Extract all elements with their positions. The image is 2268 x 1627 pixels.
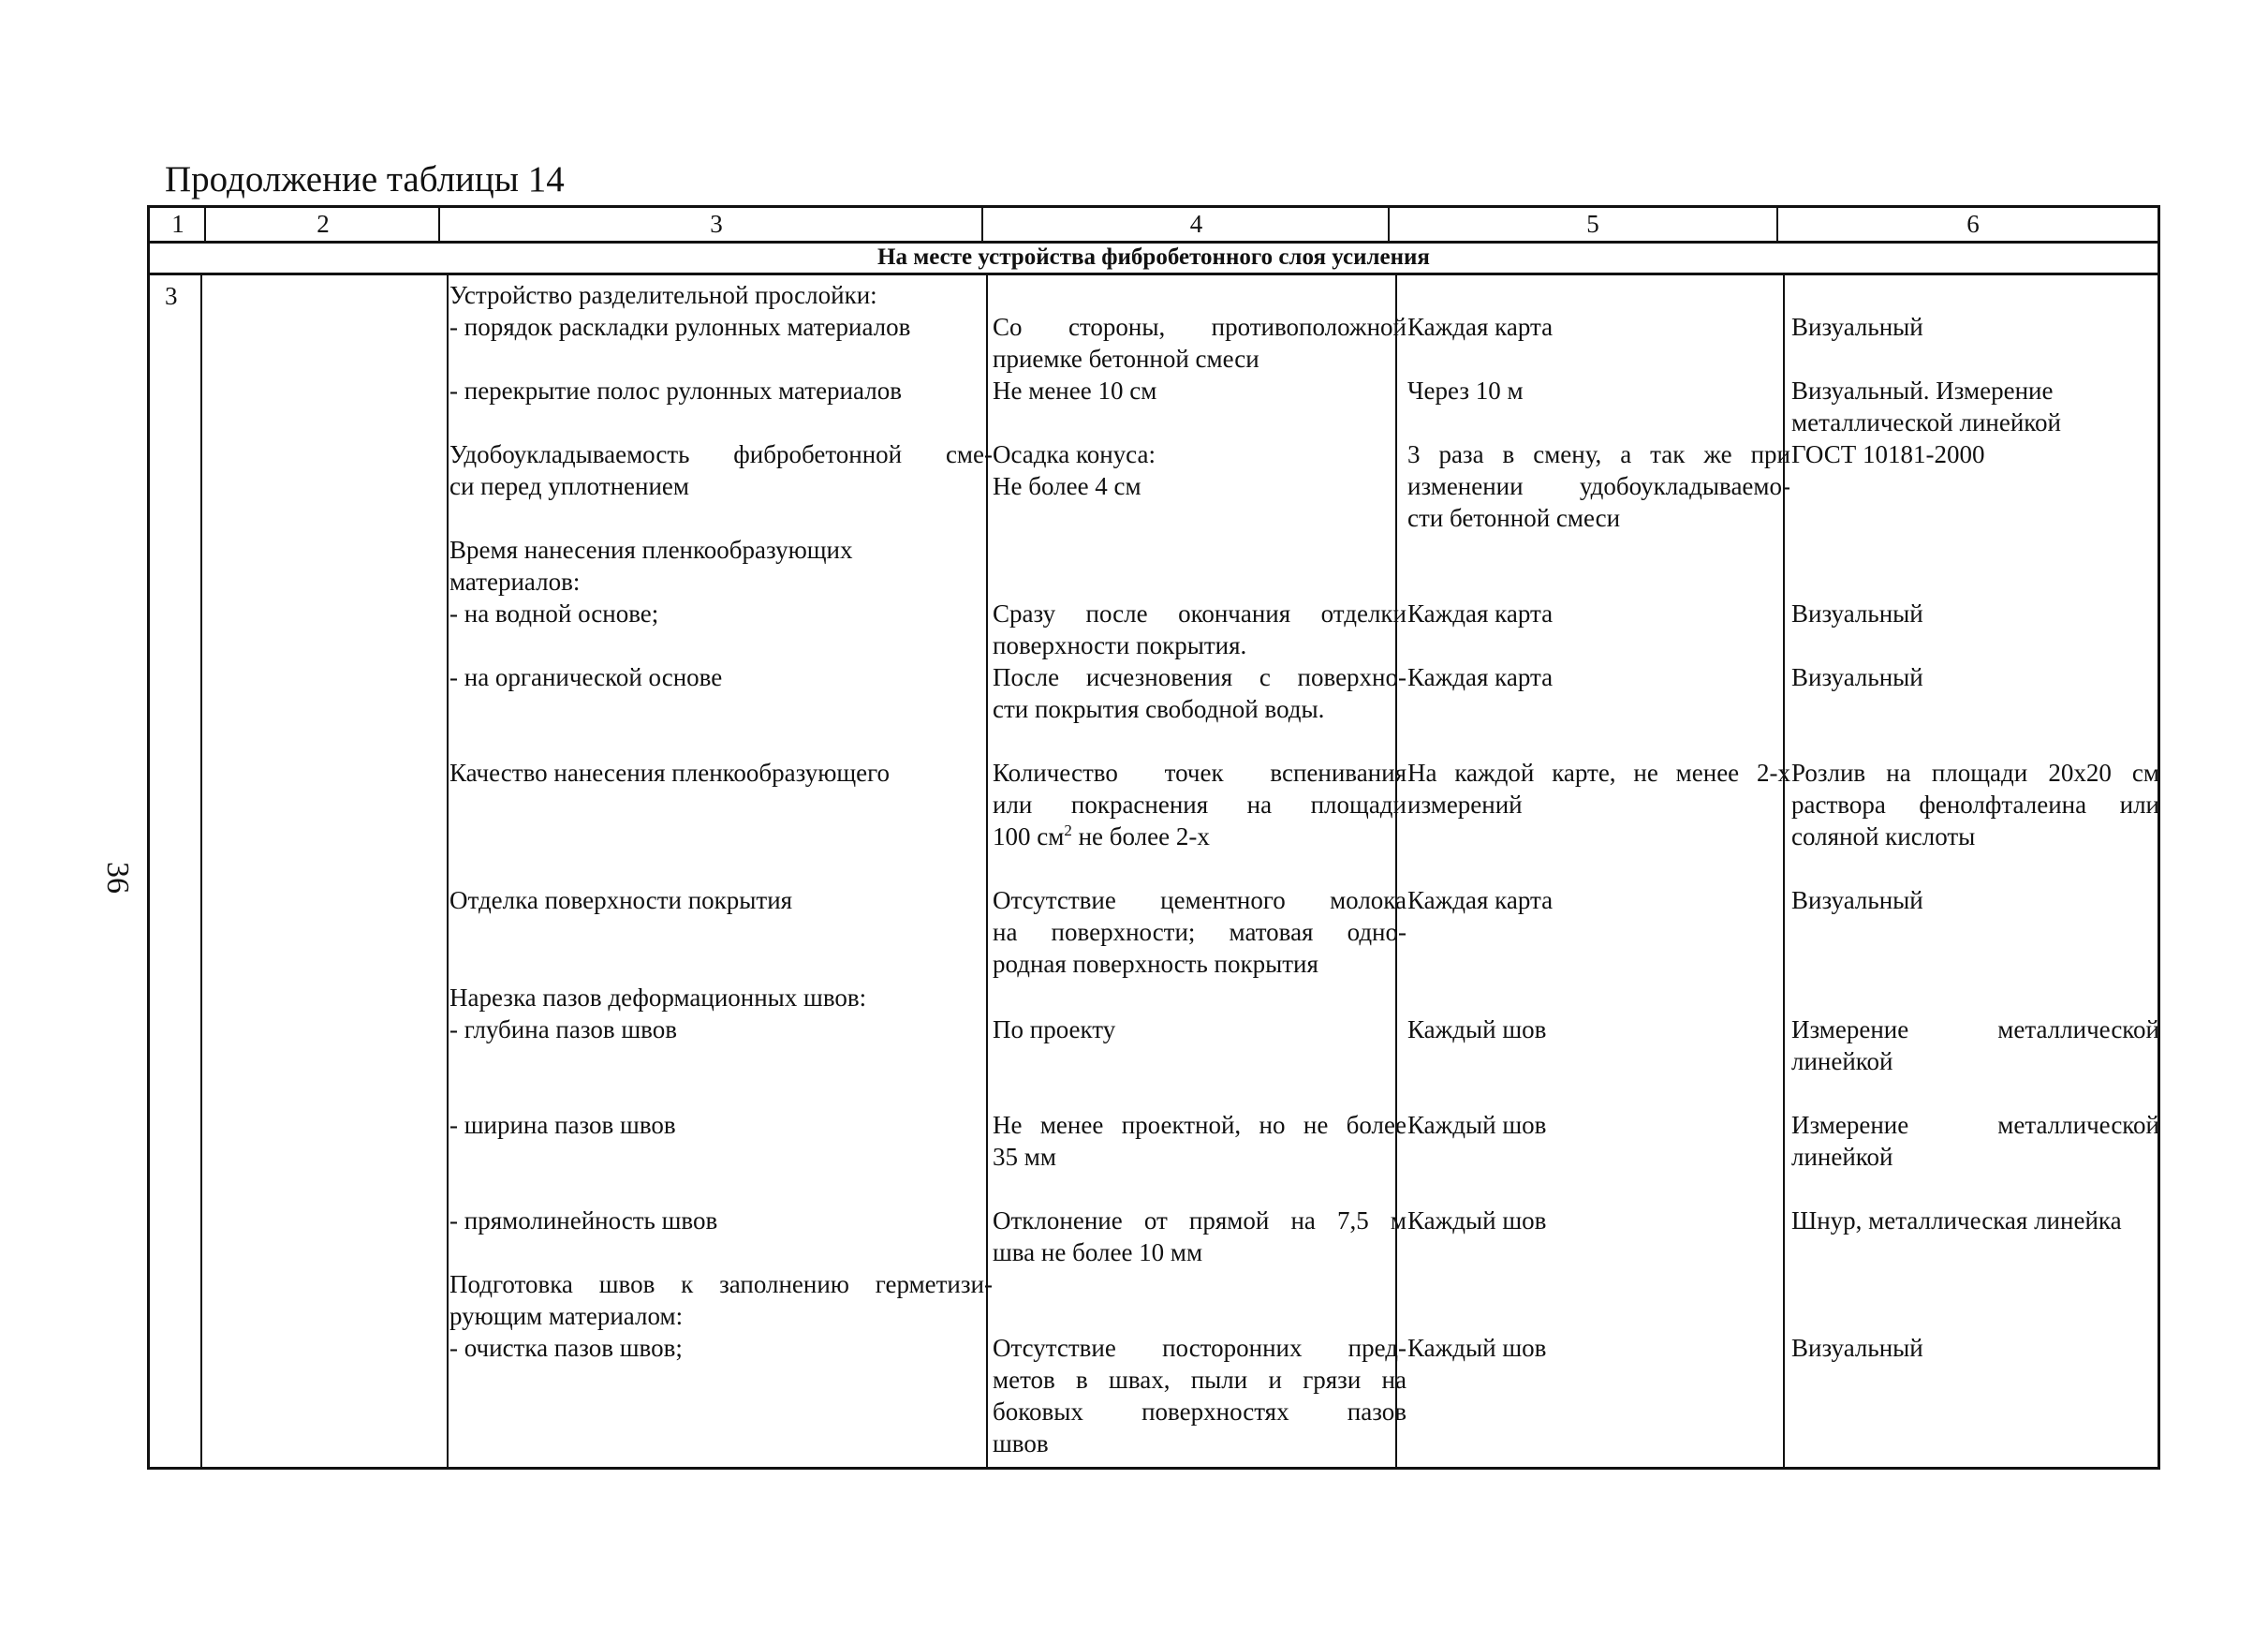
table-cell: Время нанесения пленкообразующих материалов: - на водной основе; [449, 536, 853, 628]
table-14-continuation [147, 205, 2160, 1470]
table-cell: Каждая карта [1407, 599, 1554, 628]
header-divider [438, 208, 440, 241]
table-cell: После исчезновения с поверхно- сти покрытия свободной воды. [993, 663, 1406, 723]
table-cell: Каждая карта [1407, 663, 1554, 691]
table-cell: Сразу после окончания отделки поверхности покрытия. [993, 599, 1406, 659]
header-col-3: 3 [710, 210, 723, 238]
header-col-4: 4 [1189, 210, 1203, 238]
table-cell: По проекту [993, 1015, 1116, 1043]
table-cell: Удобоукладываемость фибробетонной сме- си перед уплотнением [449, 440, 993, 500]
table-cell: Осадка конуса: Не более 4 см [993, 440, 1156, 500]
table-cell: Каждый шов [1407, 1111, 1547, 1139]
table-cell: Подготовка швов к заполнению герметизи- рующим материалом: - очистка пазов швов; [449, 1270, 993, 1362]
table-cell: Устройство разделительной прослойки: - порядок раскладки рулонных материалов [449, 281, 911, 341]
table-cell: Визуальный. Измерение металлической линейкой [1791, 377, 2061, 436]
table-cell: Не менее проектной, но не более 35 мм [993, 1111, 1406, 1171]
table-cell: Розлив на площади 20х20 см раствора фенолфталеина или соляной кислоты [1791, 759, 2159, 850]
table-cell: Измерение металлической линейкой [1791, 1015, 2159, 1075]
table-cell: Отклонение от прямой на 7,5 м шва не более 10 мм [993, 1206, 1406, 1266]
header-col-2: 2 [317, 210, 330, 238]
table-cell: Через 10 м [1407, 377, 1524, 405]
table-header-row [150, 208, 2158, 244]
table-cell: Каждая карта [1407, 886, 1554, 914]
header-col-6: 6 [1966, 210, 1980, 238]
table-cell: Каждый шов [1407, 1206, 1547, 1235]
table-cell: Качество нанесения пленкообразующего [449, 759, 891, 787]
table-cell: Визуальный [1791, 663, 1923, 691]
table-cell: Нарезка пазов деформационных швов: - глубина пазов швов [449, 984, 867, 1043]
table-cell: - ширина пазов швов [449, 1111, 676, 1139]
table-cell: - прямолинейность швов [449, 1206, 718, 1235]
column-divider [447, 275, 449, 1470]
table-cell: ГОСТ 10181-2000 [1791, 440, 1985, 468]
table-cell: Каждый шов [1407, 1015, 1547, 1043]
header-divider [1776, 208, 1778, 241]
table-cell: Каждый шов [1407, 1334, 1547, 1362]
header-divider [1388, 208, 1390, 241]
table-caption: Продолжение таблицы 14 [165, 159, 565, 200]
table-cell: Визуальный [1791, 313, 1923, 341]
table-cell: Визуальный [1791, 599, 1923, 628]
table-cell: Отсутствие посторонних пред- метов в швах, пыли и грязи на боковых поверхностях пазов швов [993, 1334, 1406, 1457]
table-cell: Количество точек вспенивания или покраснения на площади 100 $см^2$ не более 2-х [993, 759, 1406, 850]
header-divider [981, 208, 983, 241]
table-cell: Измерение металлической линейкой [1791, 1111, 2159, 1171]
section-title: На месте устройства фибробетонного слоя усиления [150, 244, 2158, 275]
table-cell: - перекрытие полос рулонных материалов [449, 377, 902, 405]
table-cell: Отсутствие цементного молока на поверхности; матовая одно- родная поверхность покрытия [993, 886, 1406, 978]
header-divider [204, 208, 206, 241]
page-number: 36 [100, 862, 135, 894]
table-cell: 3 раза в смену, а так же при изменении удобоукладываемо- сти бетонной смеси [1407, 440, 1790, 532]
column-divider [200, 275, 202, 1470]
table-cell: Шнур, металлическая линейка [1791, 1206, 2122, 1235]
table-cell: Со стороны, противоположной приемке бетонной смеси [993, 313, 1406, 373]
table-cell: Каждая карта [1407, 313, 1554, 341]
table-cell: Визуальный [1791, 886, 1923, 914]
table-cell: На каждой карте, не менее 2-х измерений [1407, 759, 1790, 819]
table-cell: Визуальный [1791, 1334, 1923, 1362]
header-col-1: 1 [171, 210, 184, 238]
table-cell: Не менее 10 см [993, 377, 1157, 405]
table-cell: Отделка поверхности покрытия [449, 886, 793, 914]
table-cell: - на органической основе [449, 663, 723, 691]
header-col-5: 5 [1586, 210, 1599, 238]
row-number: 3 [165, 282, 178, 310]
